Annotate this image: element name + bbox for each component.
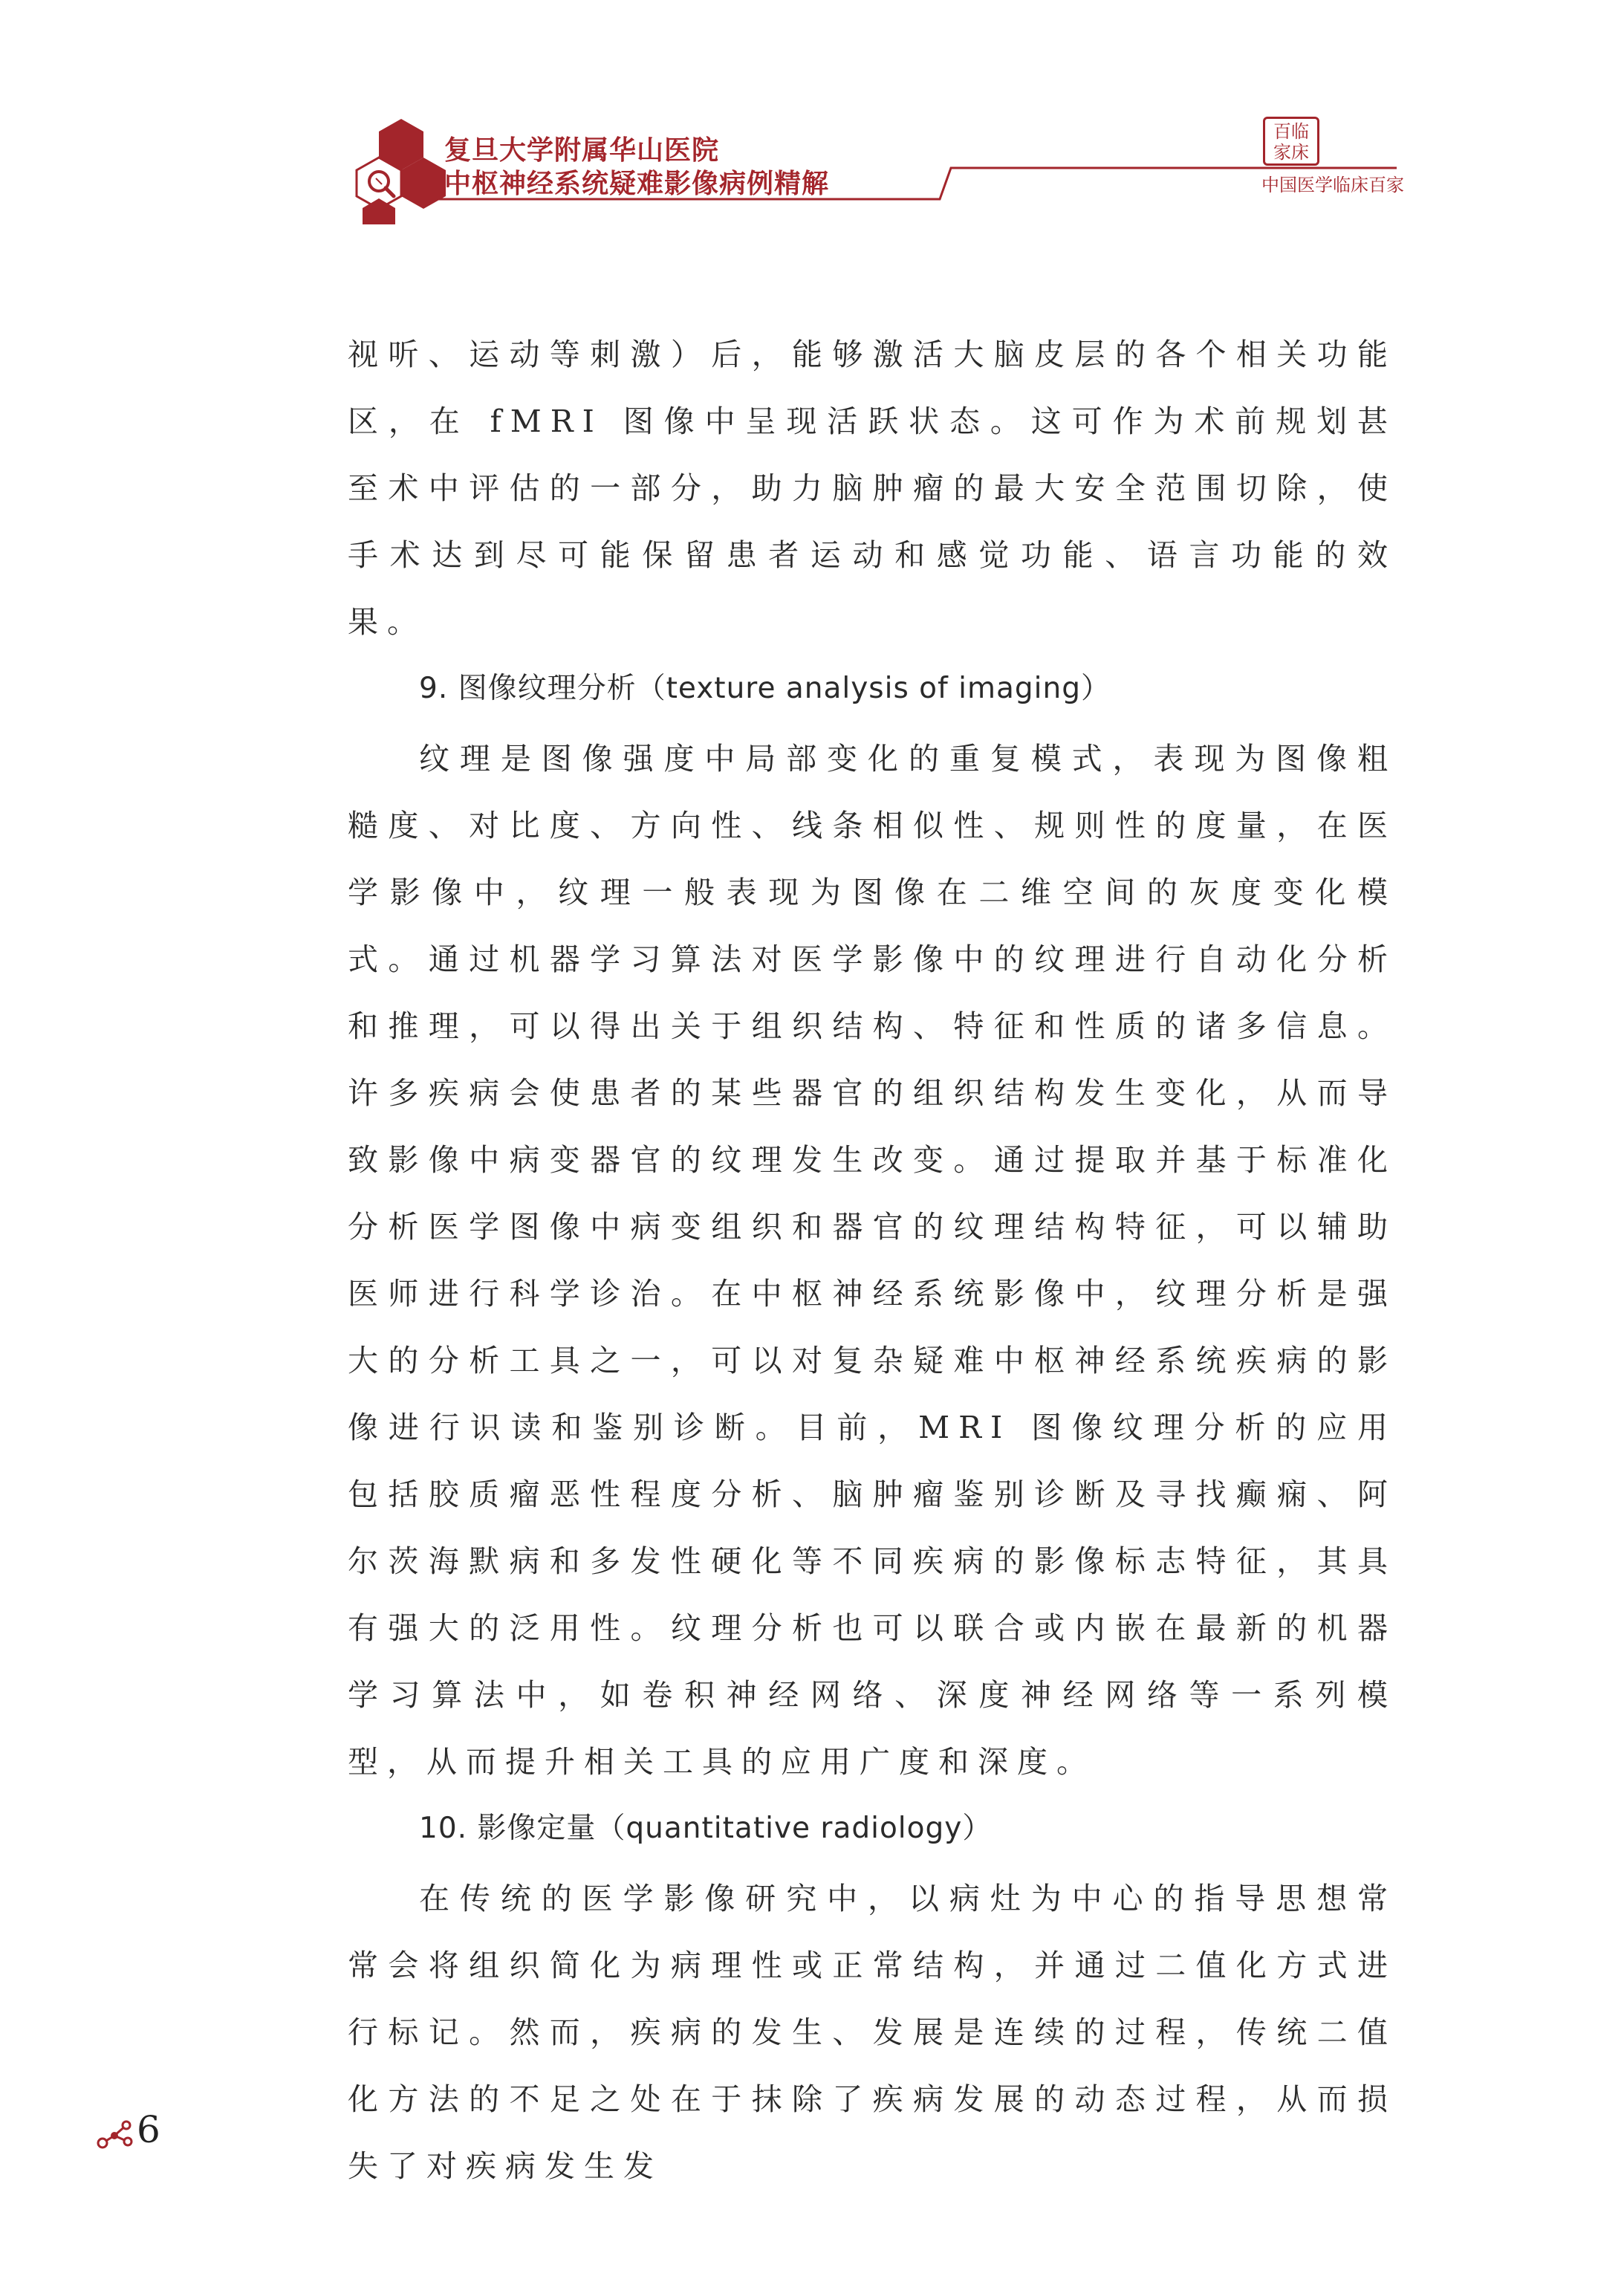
page-body bbox=[348, 321, 1397, 2200]
paragraph-quantitative: 在传统的医学影像研究中，以病灶为中心的指导思想常常会将组织简化为病理性或正常结构，并通过二值化方式进行标记。然而，疾病的发生、发展是连续的过程，传统二值化方法的不足之处在于抹除了疾病发展的动态过程，从而损失了对疾病发生发 bbox=[348, 1881, 1397, 2184]
paragraph-fmri: 视听、运动等刺激）后，能够激活大脑皮层的各个相关功能区，在 fMRI 图像中呈现活跃状态。这可作为术前规划甚至术中评估的一部分，助力脑肿瘤的最大安全范围切除，使手术达到尽可能保留患者运动和感觉功能、语言功能的效果。 bbox=[348, 337, 1397, 640]
book-title bbox=[444, 134, 829, 201]
series-name: 中国医学临床百家 bbox=[1261, 175, 1404, 195]
paragraph-texture: 纹理是图像强度中局部变化的重复模式，表现为图像粗糙度、对比度、方向性、线条相似性、规则性的度量，在医学影像中，纹理一般表现为图像在二维空间的灰度变化模式。通过机器学习算法对医学影像中的纹理进行自动化分析和推理，可以得出关于组织结构、特征和性质的诸多信息。许多疾病会使患者的某些器官的组织结构发生变化，从而导致影像中病变器官的纹理发生改变。通过提取并基于标准化分析医学图像中病变组织和器官的纹理结构特征，可以辅助医师进行科学诊治。在中枢神经系统影像中，纹理分析是强大的分析工具之一，可以对复杂疑难中枢神经系统疾病的影像进行识读和鉴别诊断。目前，MRI 图像纹理分析的应用包括胶质瘤恶性程度分析、脑肿瘤鉴别诊断及寻找癫痫、阿尔茨海默病和多发性硬化等不同疾病的影像标志特征，其具有强大的泛用性。纹理分析也可以联合或内嵌在最新的机器学习算法中，如卷积神经网络、深度神经网络等一系列模型，从而提升相关工具的应用广度和深度。 bbox=[348, 741, 1397, 1780]
page-number: 6 bbox=[137, 2108, 160, 2151]
magnifier-hexagon-icon bbox=[349, 113, 453, 224]
book-title-line1: 复旦大学附属华山医院 bbox=[444, 135, 720, 166]
book-title-line2: 中枢神经系统疑难影像病例精解 bbox=[444, 169, 830, 199]
molecule-icon bbox=[95, 2118, 134, 2150]
publisher-seal: 百临家床 bbox=[1263, 117, 1319, 166]
section-heading-texture: 9. 图像纹理分析（texture analysis of imaging） bbox=[419, 672, 1111, 705]
section-heading-quantitative: 10. 影像定量（quantitative radiology） bbox=[419, 1812, 993, 1845]
